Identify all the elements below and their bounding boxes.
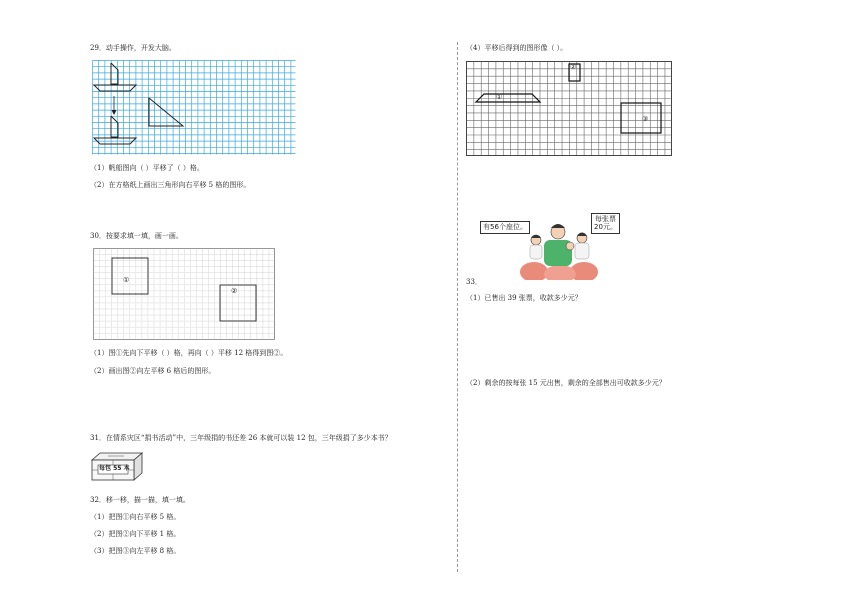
q29-title: 29．动手操作，开发大脑。 — [90, 44, 176, 52]
q30-title: 30．按要求填一填，画一画。 — [90, 232, 183, 240]
q32-grid-figure — [466, 61, 672, 156]
sailboat-top-sail — [111, 63, 118, 84]
q29-grid-figure — [92, 60, 296, 155]
q32-shape2-label: ② — [570, 63, 577, 71]
sailboat-bottom-sail — [111, 116, 118, 137]
q33-family-illustration — [518, 214, 600, 280]
q30-shape1-label: ① — [123, 276, 130, 284]
q33-sub2: （2）剩余的按每张 15 元出售，剩余的全部售出可收款多少元？ — [466, 379, 666, 387]
q30-grid — [93, 248, 275, 340]
q30-shape2-label: ② — [231, 287, 238, 295]
q29-sub2: （2）在方格纸上画出三角形向右平移 5 格的图形。 — [90, 181, 251, 189]
q32-grid — [466, 61, 672, 156]
q30-sub1: （1）图①先向下平移（ ）格，再向（ ）平移 12 格得到图②。 — [90, 349, 288, 357]
q32-title: 32．移一移，描一描，填一填。 — [90, 496, 190, 504]
column-divider — [457, 42, 458, 572]
q32-shape1-label: ① — [496, 93, 503, 101]
q30-grid-figure — [93, 248, 275, 340]
q32-sub4: （4）平移后得到的图形像（ ）。 — [466, 44, 568, 52]
price-sign-line2: 20元。 — [594, 223, 617, 231]
q31-title: 31．在情系灾区“捐书活动”中，三年级捐的书还差 26 本就可以装 12 包，三年级捐了多少本书？ — [90, 434, 392, 442]
q32-shape3-label: ③ — [642, 115, 649, 123]
q29-grid — [92, 60, 296, 155]
q31-box-label: 每包 55 本 — [99, 465, 130, 472]
q29-sub1: （1）帆船图向（ ）平移了（ ）格。 — [90, 164, 204, 172]
move-arrow-head — [112, 110, 117, 115]
price-sign-line1: 每张票 — [595, 215, 616, 223]
seats-sign-text: 有56个座位。 — [483, 223, 527, 231]
triangle-shape — [149, 98, 183, 126]
price-sign — [591, 213, 620, 234]
seats-sign — [480, 221, 530, 234]
q33-sub1: （1）已售出 39 张票，收款多少元？ — [466, 294, 582, 302]
q33-title: 33． — [466, 278, 482, 286]
family-icon — [518, 214, 600, 280]
q32-sub2: （2）把图②向下平移 1 格。 — [90, 530, 181, 538]
q32-shape3 — [621, 103, 661, 133]
q32-sub3: （3）把图③向左平移 8 格。 — [90, 547, 181, 555]
q32-sub1: （1）把图①向右平移 5 格。 — [90, 513, 181, 521]
q30-sub2: （2）画出图②向左平移 6 格后的图形。 — [90, 367, 216, 375]
